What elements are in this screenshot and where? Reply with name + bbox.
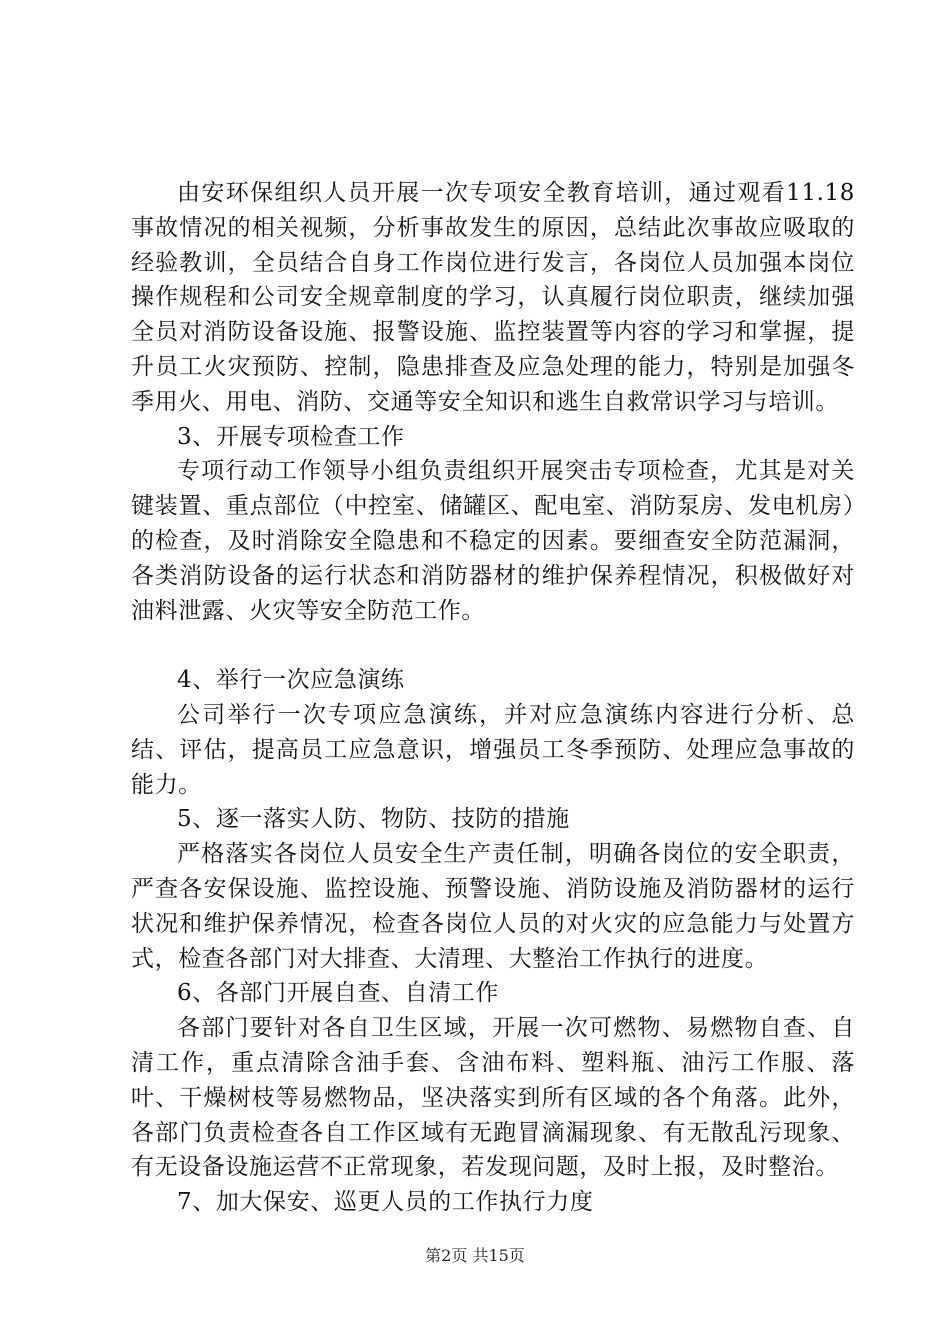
- paragraph-self-inspection: 各部门要针对各自卫生区域，开展一次可燃物、易燃物自查、自清工作，重点清除含油手套、含油布料、塑料瓶、油污工作服、落叶、干燥树枝等易燃物品，坚决落实到所有区域的各个角落。此外，各部门负责检查各自工作区域有无跑冒滴漏现象、有无散乱污现象、有无设备设施运营不正常现象，若发现问题，及时上报，及时整治。: [131, 1015, 855, 1181]
- heading-special-inspection: 3、开展专项检查工作: [177, 423, 405, 450]
- heading-self-inspection: 6、各部门开展自查、自清工作: [177, 980, 500, 1007]
- heading-emergency-drill: 4、举行一次应急演练: [177, 667, 405, 694]
- paragraph-special-inspection: 专项行动工作领导小组负责组织开展突击专项检查，尤其是对关键装置、重点部位（中控室、储罐区、配电室、消防泵房、发电机房）的检查，及时消除安全隐患和不稳定的因素。要细查安全防范漏洞，各类消防设备的运行状态和消防器材的维护保养程情况，积极做好对油料泄露、火灾等安全防范工作。: [131, 458, 855, 624]
- paragraph-training: 由安环保组织人员开展一次专项安全教育培训，通过观看11.18事故情况的相关视频，分析事故发生的原因，总结此次事故应吸取的经验教训，全员结合自身工作岗位进行发言，各岗位人员加强本岗位操作规程和公司安全规章制度的学习，认真履行岗位职责，继续加强全员对消防设备设施、报警设施、监控装置等内容的学习和掌握，提升员工火灾预防、控制，隐患排查及应急处理的能力，特别是加强冬季用火、用电、消防、交通等安全知识和逃生自救常识学习与培训。: [131, 180, 855, 415]
- blank-line: [131, 628, 855, 663]
- document-body: [131, 176, 855, 1220]
- heading-protection-measures: 5、逐一落实人防、物防、技防的措施: [177, 806, 570, 833]
- page-number-footer: 第2页 共15页: [425, 1246, 525, 1265]
- paragraph-protection-measures: 严格落实各岗位人员安全生产责任制，明确各岗位的安全职责，严查各安保设施、监控设施、预警设施、消防设施及消防器材的运行状况和维护保养情况，检查各岗位人员的对火灾的应急能力与处置方式，检查各部门对大排查、大清理、大整治工作执行的进度。: [131, 841, 855, 972]
- heading-security-patrol: 7、加大保安、巡更人员的工作执行力度: [177, 1189, 594, 1216]
- paragraph-emergency-drill: 公司举行一次专项应急演练，并对应急演练内容进行分析、总结、评估，提高员工应急意识，增强员工冬季预防、处理应急事故的能力。: [131, 701, 855, 798]
